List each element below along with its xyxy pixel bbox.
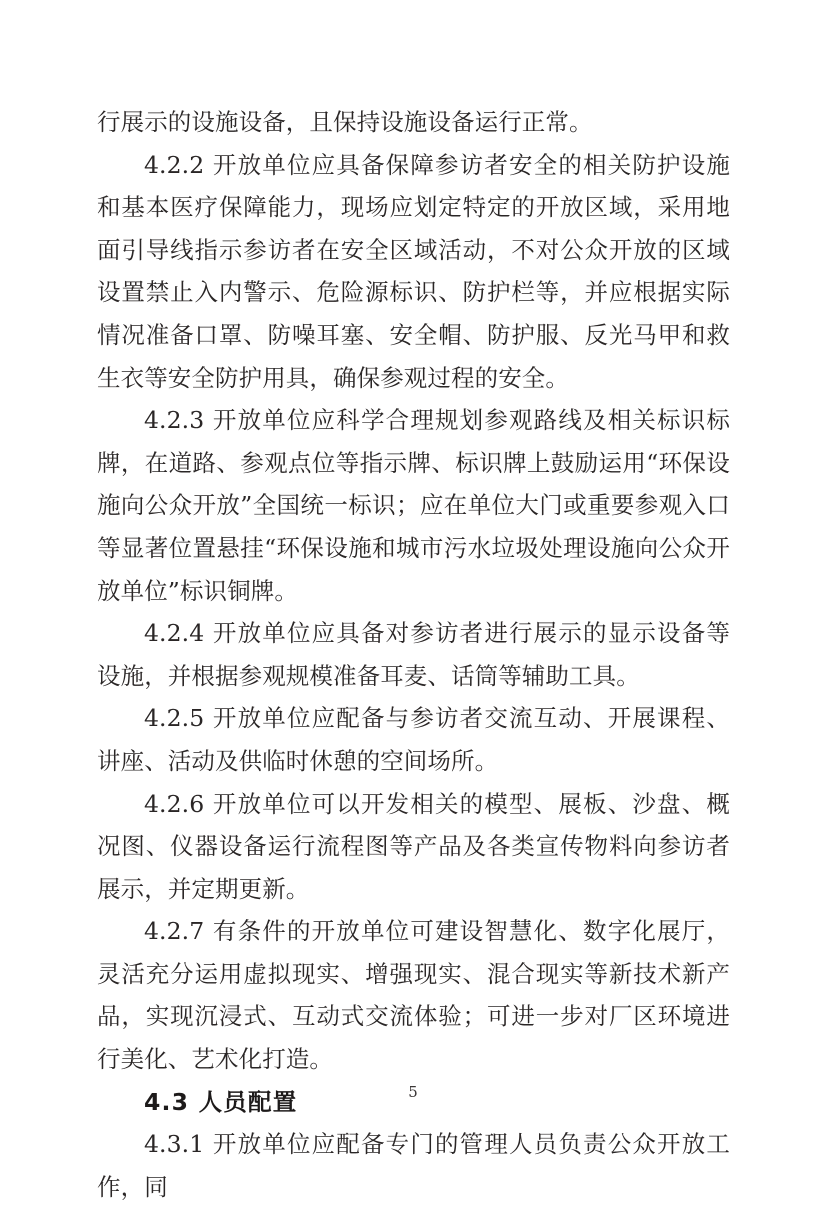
clause-4-2-6: 4.2.6 开放单位可以开发相关的模型、展板、沙盘、概况图、仪器设备运行流程图等产品及各类宣传物料向参访者展示，并定期更新。 xyxy=(97,789,730,903)
clause-4-2-5: 4.2.5 开放单位应配备与参访者交流互动、开展课程、讲座、活动及供临时休憩的空间场所。 xyxy=(97,704,730,775)
clause-4-3-1: 4.3.1 开放单位应配备专门的管理人员负责公众开放工作，同 xyxy=(97,1130,730,1201)
paragraph-continuation: 行展示的设施设备，且保持设施设备运行正常。 xyxy=(97,108,593,136)
clause-4-2-4: 4.2.4 开放单位应具备对参访者进行展示的显示设备等设施，并根据参观规模准备耳麦、话筒等辅助工具。 xyxy=(97,619,730,690)
page-number: 5 xyxy=(408,1083,418,1101)
clause-4-2-2: 4.2.2 开放单位应具备保障参访者安全的相关防护设施和基本医疗保障能力，现场应划定特定的开放区域，采用地面引导线指示参访者在安全区域活动，不对公众开放的区域设置禁止入内警示、危险源标识、防护栏等，并应根据实际情况准备口罩、防噪耳塞、安全帽、防护服、反光马甲和救生衣等安全防护用具，确保参观过程的安全。 xyxy=(97,150,730,392)
clause-4-2-7: 4.2.7 有条件的开放单位可建设智慧化、数字化展厅，灵活充分运用虚拟现实、增强现实、混合现实等新技术新产品，实现沉浸式、互动式交流体验；可进一步对厂区环境进行美化、艺术化打造。 xyxy=(97,917,730,1074)
section-heading-4-3: 4.3 人员配置 xyxy=(144,1087,298,1116)
clause-4-2-3: 4.2.3 开放单位应科学合理规划参观路线及相关标识标牌，在道路、参观点位等指示牌、标识牌上鼓励运用“环保设施向公众开放”全国统一标识；应在单位大门或重要参观入口等显著位置悬挂“环保设施和城市污水垃圾处理设施向公众开放单位”标识铜牌。 xyxy=(97,406,730,605)
document-text-column xyxy=(97,101,730,1208)
